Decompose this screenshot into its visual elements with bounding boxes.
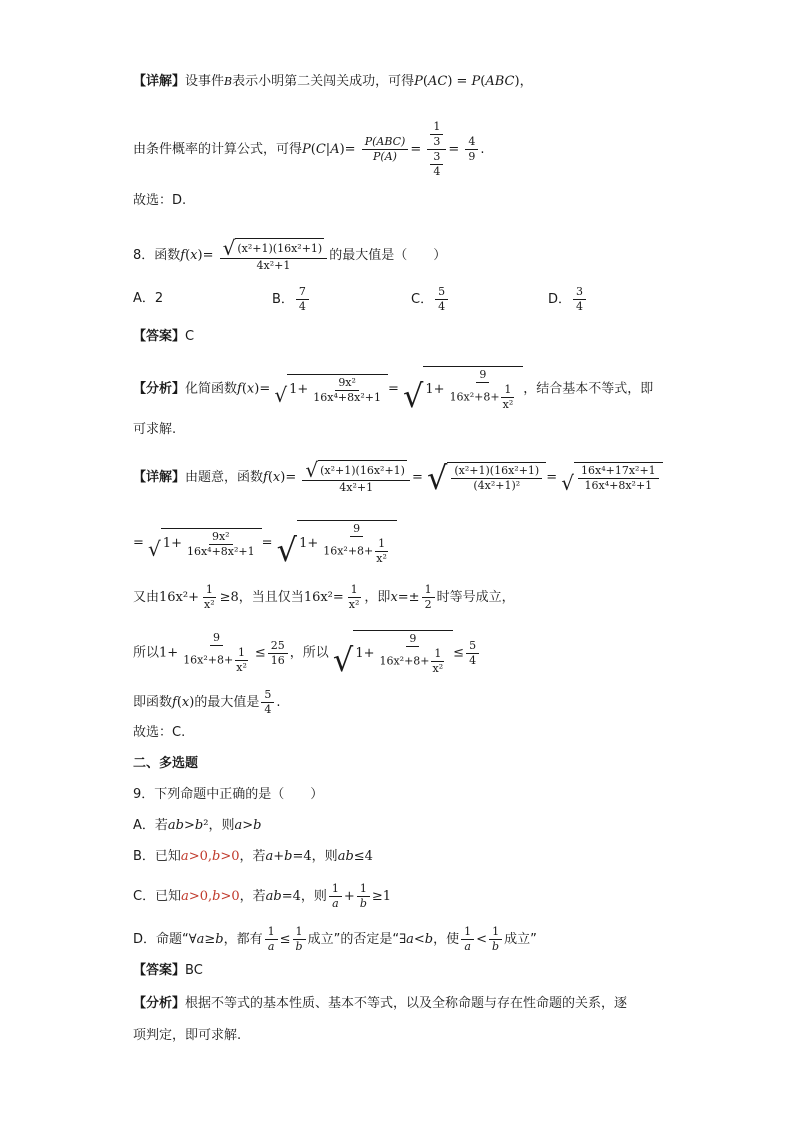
question-9-option-d: D．命题“∀a≥b，都有 $\frac{1}{a}$ ≤ $\frac{1}{b}$ 成立”的否定是“∃a<b，使 $\frac{1}{a}$ < $\frac{1}{b}$ 成立” — [133, 925, 537, 953]
analysis-9-cont: 项判定，即可求解. — [133, 1028, 242, 1043]
analysis-9: 【分析】根据不等式的基本性质、基本不等式，以及全称命题与存在性命题的关系，逐 — [133, 996, 628, 1011]
option-a: A．2 — [133, 291, 164, 306]
answer-8: 【答案】C — [133, 329, 195, 344]
answer-9: 【答案】BC — [133, 963, 203, 978]
option-b: B． $\frac{7}{4}$ — [272, 285, 311, 314]
section-title: 二、多选题 — [133, 756, 199, 771]
detail-8-line-4: 所以1+ 9 16x²+8+ $\frac{1}{\text{x²}}$ ≤ $\frac{25}{16}$ ，所以 √ 1+ 9 16x²+8+ $\frac{1}{\text{x²}}$ ≤ $\frac{5}{4}$ — [133, 630, 481, 676]
detail-8-line-1: 【详解】由题意，函数f(x)= √ (x²+1)(16x²+1) 4x²+1 = √ $\frac{\text{(x²+1)(16x²+1)}}{\text{(4x²+1)²}}$ = √ $\frac{\text{16x⁴+17x²+1}}{\text{16x⁴+8x²+1}}$ — [133, 460, 663, 495]
question-9: 9．下列命题中正确的是（ ） — [133, 787, 324, 802]
detail-8-line-5: 即函数f(x)的最大值是 $\frac{5}{4}$ . — [133, 688, 281, 716]
analysis-8: 【分析】化简函数f(x)= √ 1+ $\frac{\text{9x²}}{\text{16x⁴+8x²+1}}$ = √ 1+ 9 16x²+8+ $\frac{1}{\text{x²}}$ ，结合基本不等式，即 — [133, 368, 654, 415]
question-8: 8．函数f(x)= √ (x²+1)(16x²+1) 4x²+1 的最大值是（ ） — [133, 236, 447, 272]
question-9-option-a: A．若ab>b²，则a>b — [133, 818, 262, 833]
option-c: C． $\frac{5}{4}$ — [411, 285, 450, 314]
answer-choice-d: 故选：D. — [133, 193, 187, 208]
option-d: D． $\frac{3}{4}$ — [548, 285, 588, 314]
detail-8-line-2: = √ 1+ $\frac{\text{9x²}}{\text{16x⁴+8x²+1}}$ = √ 1+ 9 16x²+8+ $\frac{1}{\text{x²}}$ — [133, 520, 397, 566]
solution-line-2: 由条件概率的计算公式，可得P(C|A)= $\frac{\text{P(ABC)}}{P(A)}$ = $\frac{\frac{1}{3}}{\frac{3}{4}}$ = $\frac{4}{9}$ . — [133, 120, 485, 178]
question-9-option-b: B．已知a>0,b>0，若a+b=4，则ab≤4 — [133, 849, 373, 864]
detail-8-line-3: 又由16x²+ $\frac{1}{\text{x²}}$ ≥8，当且仅当16x²= $\frac{1}{\text{x²}}$ ，即x=± $\frac{1}{2}$ 时等号成立， — [133, 583, 515, 611]
answer-choice-c: 故选：C. — [133, 725, 186, 740]
solution-line-1: 【详解】设事件B表示小明第二关闯关成功，可得P(AC) = P(ABC)， — [133, 74, 533, 89]
analysis-8-cont: 可求解. — [133, 422, 177, 437]
question-9-option-c: C．已知a>0,b>0，若ab=4，则 $\frac{1}{a}$ + $\frac{1}{b}$ ≥1 — [133, 882, 392, 910]
